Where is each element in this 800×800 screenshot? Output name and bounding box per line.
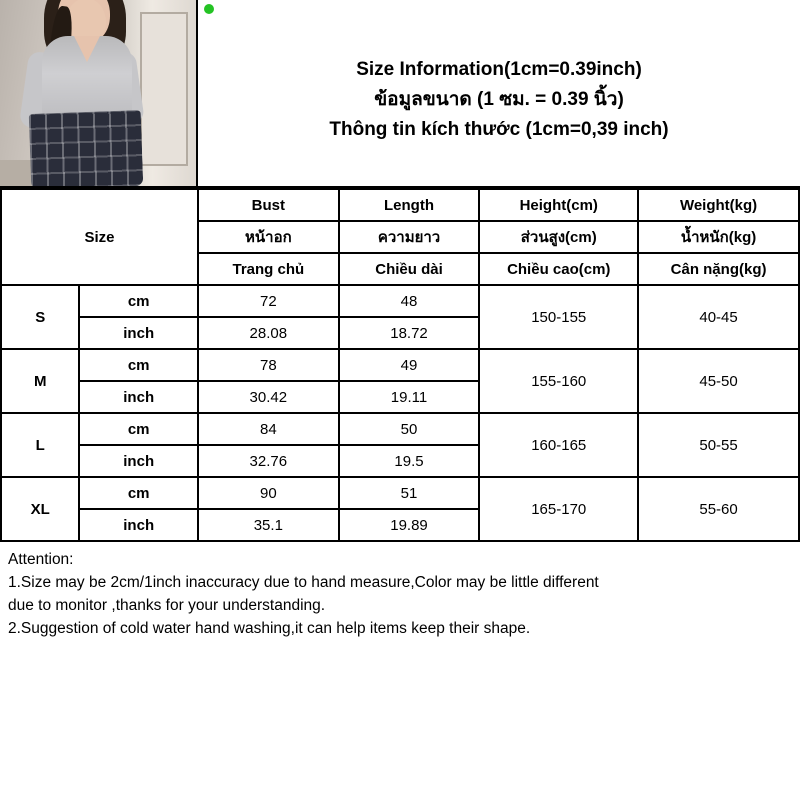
header-weight-vi: Cân nặng(kg): [638, 253, 799, 285]
header-height-vi: Chiều cao(cm): [479, 253, 638, 285]
xl-length-cm: 51: [339, 477, 480, 509]
unit-inch: inch: [79, 509, 198, 541]
attention-line-1: 1.Size may be 2cm/1inch inaccuracy due to hand measure,Color may be little different: [8, 574, 599, 591]
photo-model-plaid-skirt: [29, 110, 144, 186]
row-size-l: L: [1, 413, 79, 477]
header-bust-en: Bust: [198, 189, 339, 221]
photo-door-panel: [140, 12, 188, 166]
l-height: 160-165: [479, 413, 638, 477]
m-weight: 45-50: [638, 349, 799, 413]
attention-section: [0, 542, 800, 640]
m-bust-cm: 78: [198, 349, 339, 381]
title-block: [198, 0, 800, 186]
row-size-xl: XL: [1, 477, 79, 541]
row-size-m: M: [1, 349, 79, 413]
header-length-en: Length: [339, 189, 480, 221]
unit-cm: cm: [79, 349, 198, 381]
header-height-en: Height(cm): [479, 189, 638, 221]
l-length-cm: 50: [339, 413, 480, 445]
m-height: 155-160: [479, 349, 638, 413]
s-bust-cm: 72: [198, 285, 339, 317]
unit-inch: inch: [79, 445, 198, 477]
header-height-th: ส่วนสูง(cm): [479, 221, 638, 253]
l-bust-inch: 32.76: [198, 445, 339, 477]
unit-cm: cm: [79, 477, 198, 509]
s-length-cm: 48: [339, 285, 480, 317]
s-length-inch: 18.72: [339, 317, 480, 349]
attention-line-3: 2.Suggestion of cold water hand washing,it can help items keep their shape.: [8, 620, 531, 637]
status-dot-icon: [204, 4, 214, 14]
xl-length-inch: 19.89: [339, 509, 480, 541]
unit-cm: cm: [79, 413, 198, 445]
xl-bust-cm: 90: [198, 477, 339, 509]
header-length-th: ความยาว: [339, 221, 480, 253]
table-header-row-en: [1, 189, 799, 221]
table-row: [1, 285, 799, 317]
attention-title: Attention:: [8, 551, 74, 568]
header: [0, 0, 800, 188]
s-weight: 40-45: [638, 285, 799, 349]
m-length-cm: 49: [339, 349, 480, 381]
table-row: [1, 349, 799, 381]
xl-weight: 55-60: [638, 477, 799, 541]
l-bust-cm: 84: [198, 413, 339, 445]
header-bust-vi: Trang chủ: [198, 253, 339, 285]
l-length-inch: 19.5: [339, 445, 480, 477]
row-size-s: S: [1, 285, 79, 349]
title-line-en: Size Information(1cm=0.39inch): [356, 59, 642, 80]
table-row: [1, 413, 799, 445]
title-line-th: ข้อมูลขนาด (1 ซม. = 0.39 นิ้ว): [374, 89, 624, 110]
s-height: 150-155: [479, 285, 638, 349]
s-bust-inch: 28.08: [198, 317, 339, 349]
xl-bust-inch: 35.1: [198, 509, 339, 541]
header-weight-en: Weight(kg): [638, 189, 799, 221]
l-weight: 50-55: [638, 413, 799, 477]
m-length-inch: 19.11: [339, 381, 480, 413]
header-size-label: Size: [1, 189, 198, 285]
attention-line-2: due to monitor ,thanks for your understanding.: [8, 597, 326, 614]
unit-inch: inch: [79, 317, 198, 349]
unit-inch: inch: [79, 381, 198, 413]
header-weight-th: น้ำหนัก(kg): [638, 221, 799, 253]
title-line-vi: Thông tin kích thước (1cm=0,39 inch): [329, 119, 669, 140]
m-bust-inch: 30.42: [198, 381, 339, 413]
xl-height: 165-170: [479, 477, 638, 541]
table-row: [1, 477, 799, 509]
header-length-vi: Chiều dài: [339, 253, 480, 285]
unit-cm: cm: [79, 285, 198, 317]
header-bust-th: หน้าอก: [198, 221, 339, 253]
size-table: [0, 188, 800, 542]
product-photo: [0, 0, 198, 186]
